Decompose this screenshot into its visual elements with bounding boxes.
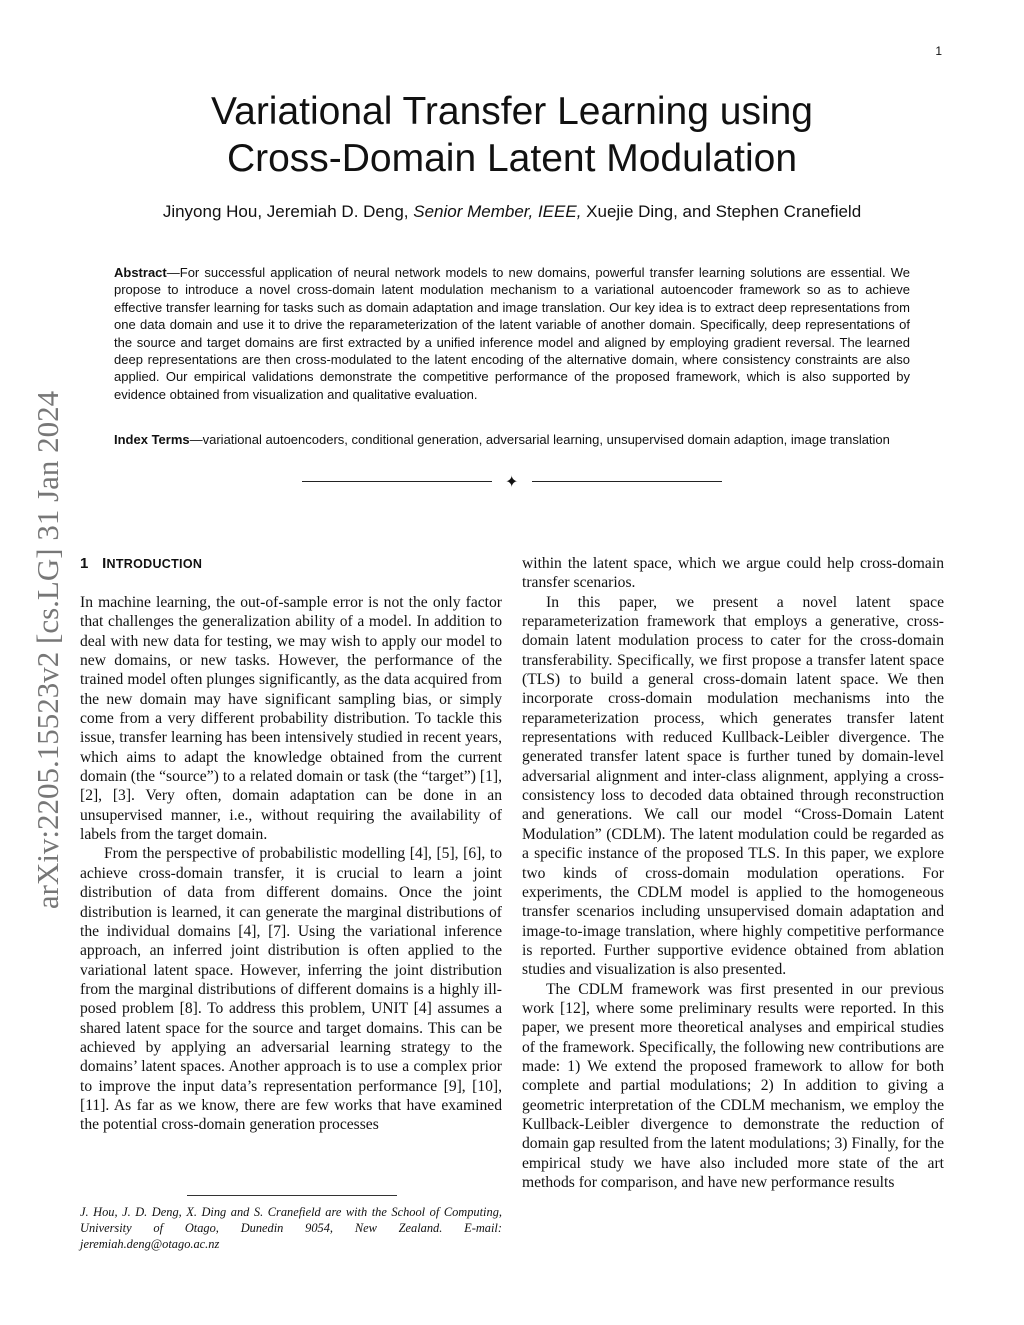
section-title-rest: NTRODUCTION xyxy=(106,557,203,571)
arxiv-stamp: arXiv:2205.15523v2 [cs.LG] 31 Jan 2024 xyxy=(30,390,65,910)
abstract xyxy=(114,264,910,403)
section-title-cap: I xyxy=(102,555,107,572)
abstract-label: Abstract xyxy=(114,265,167,280)
separator-rule-left xyxy=(302,481,492,482)
authors-affiliation-title: Senior Member, IEEE, xyxy=(413,202,582,221)
diamond-icon: ✦ xyxy=(505,472,519,491)
body-paragraph: From the perspective of probabilistic modelling [4], [5], [6], to achieve cross-domain transfer, it is crucial to learn a joint distribution of data from different domains. Once the joint distribution is learned, it can generate the marginal distributions of the individual domains [4], [7]. Using the variational inference approach, an inferred joint distribution is often applied to the variational latent space. However, inferring the joint distribution from the marginal distributions of different domains is a highly ill-posed problem [8]. To address this problem, UNIT [4] assumes a shared latent space for the source and target domains. This can be achieved by applying an adversarial learning strategy to the domains’ latent spaces. Another approach is to use a complex prior to improve the input data’s representation performance [9], [10], [11]. As far as we know, there are few works that have examined the potential cross-domain generation processes xyxy=(80,845,502,1134)
page-number: 1 xyxy=(935,44,942,58)
abstract-text: —For successful application of neural network models to new domains, powerful transfer learning solutions are essential. We propose to introduce a novel cross-domain latent modulation mechanism to a variational autoencoder framework so as to achieve effective transfer learning for tasks such as domain adaptation and image translation. Our key idea is to extract deep representations from one data domain and use it to drive the reparameterization of the latent variable of another domain. Specifically, deep representations of the source and target domains are first extracted by a unified inference model and aligned by employing gradient reversal. The learned deep representations are then cross-modulated to the latent encoding of the alternative domain, where consistency constraints are also applied. Our empirical validations demonstrate the competitive performance of the proposed framework, which is also supported by evidence obtained from visualization and qualitative evaluation. xyxy=(114,265,910,402)
separator-rule-right xyxy=(532,481,722,482)
index-terms xyxy=(114,431,910,448)
authors-part-2: Xuejie Ding, and Stephen Cranefield xyxy=(581,202,862,221)
paper-title xyxy=(0,88,1024,182)
body-paragraph: within the latent space, which we argue could help cross-domain transfer scenarios. xyxy=(522,555,944,592)
authors-part-1: Jinyong Hou, Jeremiah D. Deng, xyxy=(162,202,414,221)
section-heading xyxy=(80,555,202,572)
index-terms-label: Index Terms xyxy=(114,432,190,447)
footnote-rule xyxy=(187,1195,397,1196)
body-paragraph: In machine learning, the out-of-sample error is not the only factor that challenges the generalization ability of a model. In addition to deal with new data for testing, we may wish to apply our model to new domains, or new tasks. However, the performance of the trained model often plunges significantly, as the data acquired from the new domain may have significant sampling bias, or simply come from a very different probability distribution. To tackle this issue, transfer learning has been intensively studied in recent years, which aims to adapt the knowledge obtained from the current domain (the “source”) to a related domain or task (the “target”) [1], [2], [3]. Very often, domain adaptation can be done in an unsupervised manner, i.e., without requiring the availability of labels from the target domain. xyxy=(80,594,502,844)
footnote: J. Hou, J. D. Deng, X. Ding and S. Cranefield are with the School of Computing, University of Otago, Dunedin 9054, New Zealand. E-mail: jeremiah.deng@otago.ac.nz xyxy=(80,1205,502,1251)
right-column xyxy=(522,554,944,1192)
body-paragraph: In this paper, we present a novel latent space reparameterization framework that employs a generative, cross-domain latent modulation process to cater for the cross-domain transferability. Specifically, we first propose a transfer latent space (TLS) to build a general cross-domain latent space. We then incorporate cross-domain modulation mechanisms into the reparameterization process, which generates transfer latent representations with reduced Kullback-Leibler divergence. The generated transfer latent space is further tuned by domain-level adversarial alignment and inter-class alignment, applying a cross-consistency loss to decoded data obtained through reconstruction and generations. We call our model “Cross-Domain Latent Modulation” (CDLM). The latent modulation could be regarded as a specific instance of the proposed TLS. In this paper, we explore two kinds of cross-domain modulation operations. For experiments, the CDLM model is applied to the homogeneous transfer scenarios including unsupervised domain adaptation and image-to-image translation, where highly competitive performance is reported. Further supportive evidence obtained from ablation studies and visualization is also presented. xyxy=(522,593,944,979)
left-column xyxy=(80,593,502,1135)
title-line-1: Variational Transfer Learning using xyxy=(211,90,813,133)
title-line-2: Cross-Domain Latent Modulation xyxy=(226,137,798,180)
section-separator xyxy=(302,474,722,490)
index-terms-text: —variational autoencoders, conditional generation, adversarial learning, unsupervised domain adaption, image translation xyxy=(189,432,890,447)
section-number: 1 xyxy=(80,555,89,572)
author-list xyxy=(0,202,1024,222)
body-paragraph: The CDLM framework was first presented in our previous work [12], where some preliminary results were reported. In this paper, we present more theoretical analyses and empirical studies of the framework. Specifically, the following new contributions are made: 1) We extend the proposed framework to allow for both complete and partial modulations; 2) In addition to giving a geometric interpretation of the CDLM mechanism, we employ the Kullback-Leibler divergence to demonstrate the reduction of domain gap resulted from the latent modulations; 3) Finally, for the empirical study we have also included more state of the art methods for comparison, and have new performance results xyxy=(522,980,944,1191)
